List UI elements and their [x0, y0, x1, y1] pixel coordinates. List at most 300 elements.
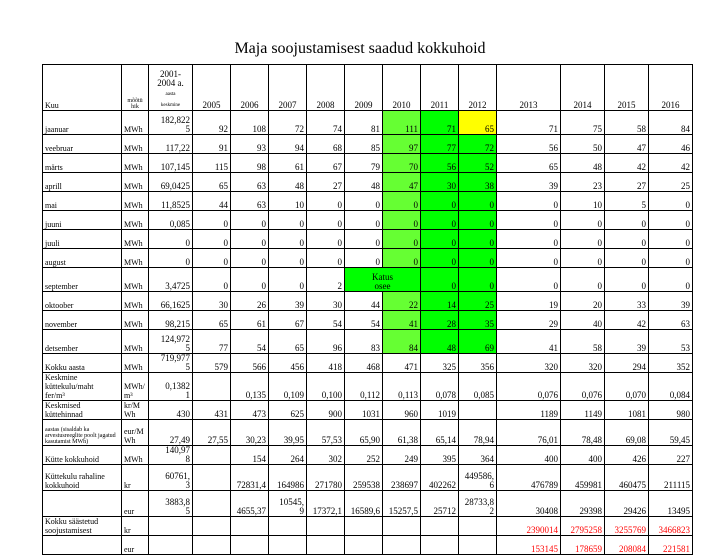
empty-cell: [307, 536, 345, 555]
base-value: 3,4725: [149, 268, 193, 292]
year-value: 61: [269, 154, 307, 173]
empty-cell: [345, 536, 383, 555]
year-value: 249: [383, 446, 421, 465]
year-value: 48: [345, 173, 383, 192]
year-value: 38: [459, 173, 497, 192]
year-value: 0: [421, 249, 459, 268]
month-label: detsember: [43, 330, 122, 354]
header-year: 2013: [497, 65, 561, 111]
year-value: 67: [307, 154, 345, 173]
year-value: 0: [383, 192, 421, 211]
year-value: 0: [345, 211, 383, 230]
year-value: 325: [421, 354, 459, 373]
year-value: 0: [605, 268, 649, 292]
year-value: 30408: [497, 491, 561, 517]
year-value: 68: [307, 135, 345, 154]
total-value: 3255769: [605, 517, 649, 536]
year-value: 426: [605, 446, 649, 465]
year-value: 0: [193, 268, 231, 292]
unit-cell: MWh: [122, 173, 149, 192]
base-value: 430: [149, 401, 193, 420]
year-value: 79: [345, 154, 383, 173]
year-value: 0: [649, 230, 693, 249]
year-value: 41: [383, 311, 421, 330]
unit-cell: MWh: [122, 249, 149, 268]
month-row: [43, 330, 693, 354]
year-value: 566: [231, 354, 269, 373]
year-value: 30,23: [231, 420, 269, 446]
year-value: 47: [605, 135, 649, 154]
year-value: 42: [605, 154, 649, 173]
summary-row: [43, 465, 693, 491]
year-value: 259538: [345, 465, 383, 491]
year-value: 0: [345, 230, 383, 249]
unit-cell: MWh: [122, 111, 149, 135]
year-value: 0: [649, 249, 693, 268]
year-value: 27,55: [193, 420, 231, 446]
year-value: 115: [193, 154, 231, 173]
year-value: 0: [561, 211, 605, 230]
base-value: 117,22: [149, 135, 193, 154]
year-value: 92: [193, 111, 231, 135]
year-value: 54: [231, 330, 269, 354]
year-value: 33: [605, 292, 649, 311]
year-value: 356: [459, 354, 497, 373]
year-value: Katus osee: [345, 268, 421, 292]
header-year: 2016: [649, 65, 693, 111]
month-label: märts: [43, 154, 122, 173]
year-value: 63: [231, 173, 269, 192]
year-value: 30: [193, 292, 231, 311]
year-value: 0: [459, 249, 497, 268]
base-value: 0,1382 1: [149, 373, 193, 401]
year-value: 352: [649, 354, 693, 373]
year-value: 58: [561, 330, 605, 354]
month-label: aprill: [43, 173, 122, 192]
year-value: 0: [561, 230, 605, 249]
year-value: 0: [459, 192, 497, 211]
year-value: 471: [383, 354, 421, 373]
summary-row: [43, 354, 693, 373]
year-value: 93: [231, 135, 269, 154]
year-value: 13495: [649, 491, 693, 517]
unit-cell: MWh: [122, 154, 149, 173]
year-value: 0: [231, 211, 269, 230]
year-value: 29398: [561, 491, 605, 517]
year-value: 54: [307, 311, 345, 330]
summary-row: [43, 517, 693, 536]
year-value: 960: [383, 401, 421, 420]
header-year: 2006: [231, 65, 269, 111]
base-value: 98,215: [149, 311, 193, 330]
total-value: 3466823: [649, 517, 693, 536]
year-value: 35: [459, 311, 497, 330]
header-year: 2015: [605, 65, 649, 111]
year-value: 39: [269, 292, 307, 311]
year-value: 0: [649, 192, 693, 211]
year-value: 0: [421, 230, 459, 249]
year-value: 70: [383, 154, 421, 173]
year-value: 27: [605, 173, 649, 192]
base-value: [149, 536, 193, 555]
year-value: 67: [269, 311, 307, 330]
year-value: 58: [605, 111, 649, 135]
year-value: 0,085: [459, 373, 497, 401]
month-label: mai: [43, 192, 122, 211]
year-value: 56: [497, 135, 561, 154]
base-value: 60761, 3: [149, 465, 193, 491]
year-value: 302: [307, 446, 345, 465]
month-label: november: [43, 311, 122, 330]
header-unit: mõõtü hik: [122, 65, 149, 111]
empty-cell: [193, 491, 231, 517]
year-value: 449586, 6: [459, 465, 497, 491]
summary-row: [43, 536, 693, 555]
year-value: 47: [383, 173, 421, 192]
header-base: 2001- 2004 a. aasta keskmine: [149, 65, 193, 111]
year-value: 19: [497, 292, 561, 311]
year-value: 65,90: [345, 420, 383, 446]
year-value: 78,94: [459, 420, 497, 446]
month-label: september: [43, 268, 122, 292]
year-value: 84: [383, 330, 421, 354]
year-value: 0: [421, 211, 459, 230]
header-year: 2008: [307, 65, 345, 111]
year-value: 0: [269, 249, 307, 268]
month-row: [43, 268, 693, 292]
base-value: 124,972 5: [149, 330, 193, 354]
year-value: 0: [231, 268, 269, 292]
year-value: 72831,4: [231, 465, 269, 491]
year-value: 264: [269, 446, 307, 465]
year-value: 164986: [269, 465, 307, 491]
empty-cell: [459, 536, 497, 555]
year-value: 74: [307, 111, 345, 135]
year-value: 10: [561, 192, 605, 211]
month-label: august: [43, 249, 122, 268]
year-value: 29426: [605, 491, 649, 517]
year-value: 0: [497, 230, 561, 249]
year-value: 4655,37: [231, 491, 269, 517]
empty-cell: [193, 536, 231, 555]
summary-row: [43, 373, 693, 401]
year-value: 65: [497, 154, 561, 173]
summary-label: [43, 536, 122, 555]
year-value: 61: [231, 311, 269, 330]
base-value: 66,1625: [149, 292, 193, 311]
year-value: 42: [649, 154, 693, 173]
year-value: 0: [497, 211, 561, 230]
total-value: 2390014: [497, 517, 561, 536]
base-value: 719,977 5: [149, 354, 193, 373]
year-value: 52: [459, 154, 497, 173]
year-value: 61,38: [383, 420, 421, 446]
month-row: [43, 135, 693, 154]
base-value: 182,822 5: [149, 111, 193, 135]
month-row: [43, 111, 693, 135]
month-row: [43, 154, 693, 173]
year-value: 0: [459, 230, 497, 249]
year-value: 46: [649, 135, 693, 154]
header-year: 2014: [561, 65, 605, 111]
year-value: 14: [421, 292, 459, 311]
year-value: 63: [231, 192, 269, 211]
month-row: [43, 311, 693, 330]
total-value: 208084: [605, 536, 649, 555]
empty-cell: [269, 517, 307, 536]
summary-label: Küttekulu rahaline kokkuhoid: [43, 465, 122, 491]
year-value: 0: [231, 249, 269, 268]
year-value: 0,070: [605, 373, 649, 401]
year-value: 0,112: [345, 373, 383, 401]
year-value: 1149: [561, 401, 605, 420]
unit-cell: MWh: [122, 330, 149, 354]
year-value: 1031: [345, 401, 383, 420]
year-value: 252: [345, 446, 383, 465]
year-value: 431: [193, 401, 231, 420]
base-value: 3883,8 5: [149, 491, 193, 517]
unit-cell: kr/M Wh: [122, 401, 149, 420]
summary-row: [43, 401, 693, 420]
empty-cell: [193, 446, 231, 465]
year-value: 400: [561, 446, 605, 465]
year-value: 0: [459, 211, 497, 230]
month-row: [43, 192, 693, 211]
year-value: 0: [605, 230, 649, 249]
empty-cell: [231, 517, 269, 536]
year-value: 476789: [497, 465, 561, 491]
unit-cell: MWh: [122, 230, 149, 249]
year-value: 25: [459, 292, 497, 311]
year-value: 40: [561, 311, 605, 330]
month-label: jaanuar: [43, 111, 122, 135]
year-value: 0: [193, 249, 231, 268]
base-value: [149, 517, 193, 536]
year-value: 57,53: [307, 420, 345, 446]
year-value: 0: [269, 268, 307, 292]
year-value: 473: [231, 401, 269, 420]
year-value: 980: [649, 401, 693, 420]
year-value: 0: [345, 192, 383, 211]
year-value: 10545, 9: [269, 491, 307, 517]
year-value: 0,135: [231, 373, 269, 401]
unit-cell: MWh: [122, 446, 149, 465]
year-value: 56: [421, 154, 459, 173]
header-year: 2011: [421, 65, 459, 111]
empty-cell: [193, 373, 231, 401]
year-value: 0: [307, 249, 345, 268]
year-value: 72: [459, 135, 497, 154]
empty-cell: [421, 517, 459, 536]
year-value: 0: [345, 249, 383, 268]
year-value: 28733,8 2: [459, 491, 497, 517]
header-year: 2007: [269, 65, 307, 111]
unit-cell: MWh: [122, 354, 149, 373]
month-label: juuli: [43, 230, 122, 249]
year-value: 71: [497, 111, 561, 135]
year-value: 98: [231, 154, 269, 173]
unit-cell: MWh: [122, 292, 149, 311]
empty-cell: [383, 536, 421, 555]
year-value: 65: [269, 330, 307, 354]
summary-row: [43, 420, 693, 446]
year-value: 0,109: [269, 373, 307, 401]
year-value: 0: [497, 249, 561, 268]
year-value: 77: [421, 135, 459, 154]
year-value: 75: [561, 111, 605, 135]
year-value: 211115: [649, 465, 693, 491]
year-value: 900: [307, 401, 345, 420]
year-value: 5: [605, 192, 649, 211]
year-value: 395: [421, 446, 459, 465]
year-value: 16589,6: [345, 491, 383, 517]
year-value: 0,084: [649, 373, 693, 401]
year-value: 72: [269, 111, 307, 135]
year-value: 20: [561, 292, 605, 311]
total-value: 153145: [497, 536, 561, 555]
year-value: 96: [307, 330, 345, 354]
year-value: 0,078: [421, 373, 459, 401]
header-year: 2012: [459, 65, 497, 111]
year-value: 625: [269, 401, 307, 420]
year-value: 0: [649, 211, 693, 230]
unit-cell: kr: [122, 517, 149, 536]
year-value: 97: [383, 135, 421, 154]
year-value: 39,95: [269, 420, 307, 446]
year-value: 460475: [605, 465, 649, 491]
base-value: 0: [149, 230, 193, 249]
year-value: 0: [561, 249, 605, 268]
year-value: 81: [345, 111, 383, 135]
summary-label: Keskmine küttekulu/maht fer/m³: [43, 373, 122, 401]
year-value: 76,01: [497, 420, 561, 446]
year-value: 227: [649, 446, 693, 465]
empty-cell: [307, 517, 345, 536]
year-value: 84: [649, 111, 693, 135]
year-value: 54: [345, 311, 383, 330]
month-label: oktoober: [43, 292, 122, 311]
unit-cell: MWh/ m³: [122, 373, 149, 401]
header-year: 2009: [345, 65, 383, 111]
year-value: 0: [269, 230, 307, 249]
month-row: [43, 249, 693, 268]
year-value: 294: [605, 354, 649, 373]
year-value: 364: [459, 446, 497, 465]
empty-cell: [383, 517, 421, 536]
year-value: 0: [193, 230, 231, 249]
year-value: 63: [649, 311, 693, 330]
year-value: 53: [649, 330, 693, 354]
unit-cell: kr: [122, 465, 149, 491]
summary-label: aastas (sisaldab ka arvestusreeglite poolt jagatud kasutamist MWh): [43, 420, 122, 446]
base-value: 0: [149, 249, 193, 268]
year-value: 65: [193, 173, 231, 192]
year-value: 0: [421, 268, 459, 292]
unit-cell: eur: [122, 536, 149, 555]
base-value: 69,0425: [149, 173, 193, 192]
year-value: 65,14: [421, 420, 459, 446]
year-value: 30: [421, 173, 459, 192]
base-value: 11,8525: [149, 192, 193, 211]
year-value: 91: [193, 135, 231, 154]
year-value: 0: [269, 211, 307, 230]
summary-row: [43, 446, 693, 465]
year-value: 400: [497, 446, 561, 465]
year-value: 579: [193, 354, 231, 373]
year-value: 154: [231, 446, 269, 465]
year-value: 0: [561, 268, 605, 292]
year-value: 0: [193, 211, 231, 230]
year-value: 30: [307, 292, 345, 311]
year-value: 42: [605, 311, 649, 330]
total-value: 2795258: [561, 517, 605, 536]
year-value: 59,45: [649, 420, 693, 446]
month-label: veebruar: [43, 135, 122, 154]
summary-label: [43, 491, 122, 517]
year-value: 17372,1: [307, 491, 345, 517]
year-value: 23: [561, 173, 605, 192]
base-value: 0,085: [149, 211, 193, 230]
base-value: 107,145: [149, 154, 193, 173]
summary-label: Kokku säästetud soojustamisest: [43, 517, 122, 536]
year-value: 0: [497, 192, 561, 211]
savings-table: [42, 64, 693, 555]
year-value: 69,08: [605, 420, 649, 446]
year-value: 320: [497, 354, 561, 373]
year-value: 271780: [307, 465, 345, 491]
year-value: 320: [561, 354, 605, 373]
unit-cell: MWh: [122, 192, 149, 211]
unit-cell: MWh: [122, 135, 149, 154]
summary-label: Kokku aasta: [43, 354, 122, 373]
year-value: 71: [421, 111, 459, 135]
year-value: 111: [383, 111, 421, 135]
year-value: 65: [459, 111, 497, 135]
year-value: 0: [231, 230, 269, 249]
year-value: 0: [421, 192, 459, 211]
year-value: 1189: [497, 401, 561, 420]
year-value: 50: [561, 135, 605, 154]
unit-cell: eur: [122, 491, 149, 517]
unit-cell: MWh: [122, 268, 149, 292]
year-value: 456: [269, 354, 307, 373]
year-value: 94: [269, 135, 307, 154]
year-value: 0,113: [383, 373, 421, 401]
year-value: 0,076: [561, 373, 605, 401]
year-value: 0: [307, 230, 345, 249]
year-value: 0: [497, 268, 561, 292]
year-value: 65: [193, 311, 231, 330]
year-value: 41: [497, 330, 561, 354]
empty-cell: [345, 517, 383, 536]
header-year: 2005: [193, 65, 231, 111]
year-value: 77: [193, 330, 231, 354]
year-value: 15257,5: [383, 491, 421, 517]
base-value: 140,97 8: [149, 446, 193, 465]
year-value: 0: [307, 211, 345, 230]
month-row: [43, 292, 693, 311]
year-value: 0,100: [307, 373, 345, 401]
year-value: 459981: [561, 465, 605, 491]
empty-cell: [193, 517, 231, 536]
year-value: 0: [459, 268, 497, 292]
unit-cell: MWh: [122, 311, 149, 330]
year-value: 25: [649, 173, 693, 192]
year-value: 402262: [421, 465, 459, 491]
empty-cell: [269, 536, 307, 555]
year-value: 0: [383, 249, 421, 268]
year-value: 0: [605, 249, 649, 268]
